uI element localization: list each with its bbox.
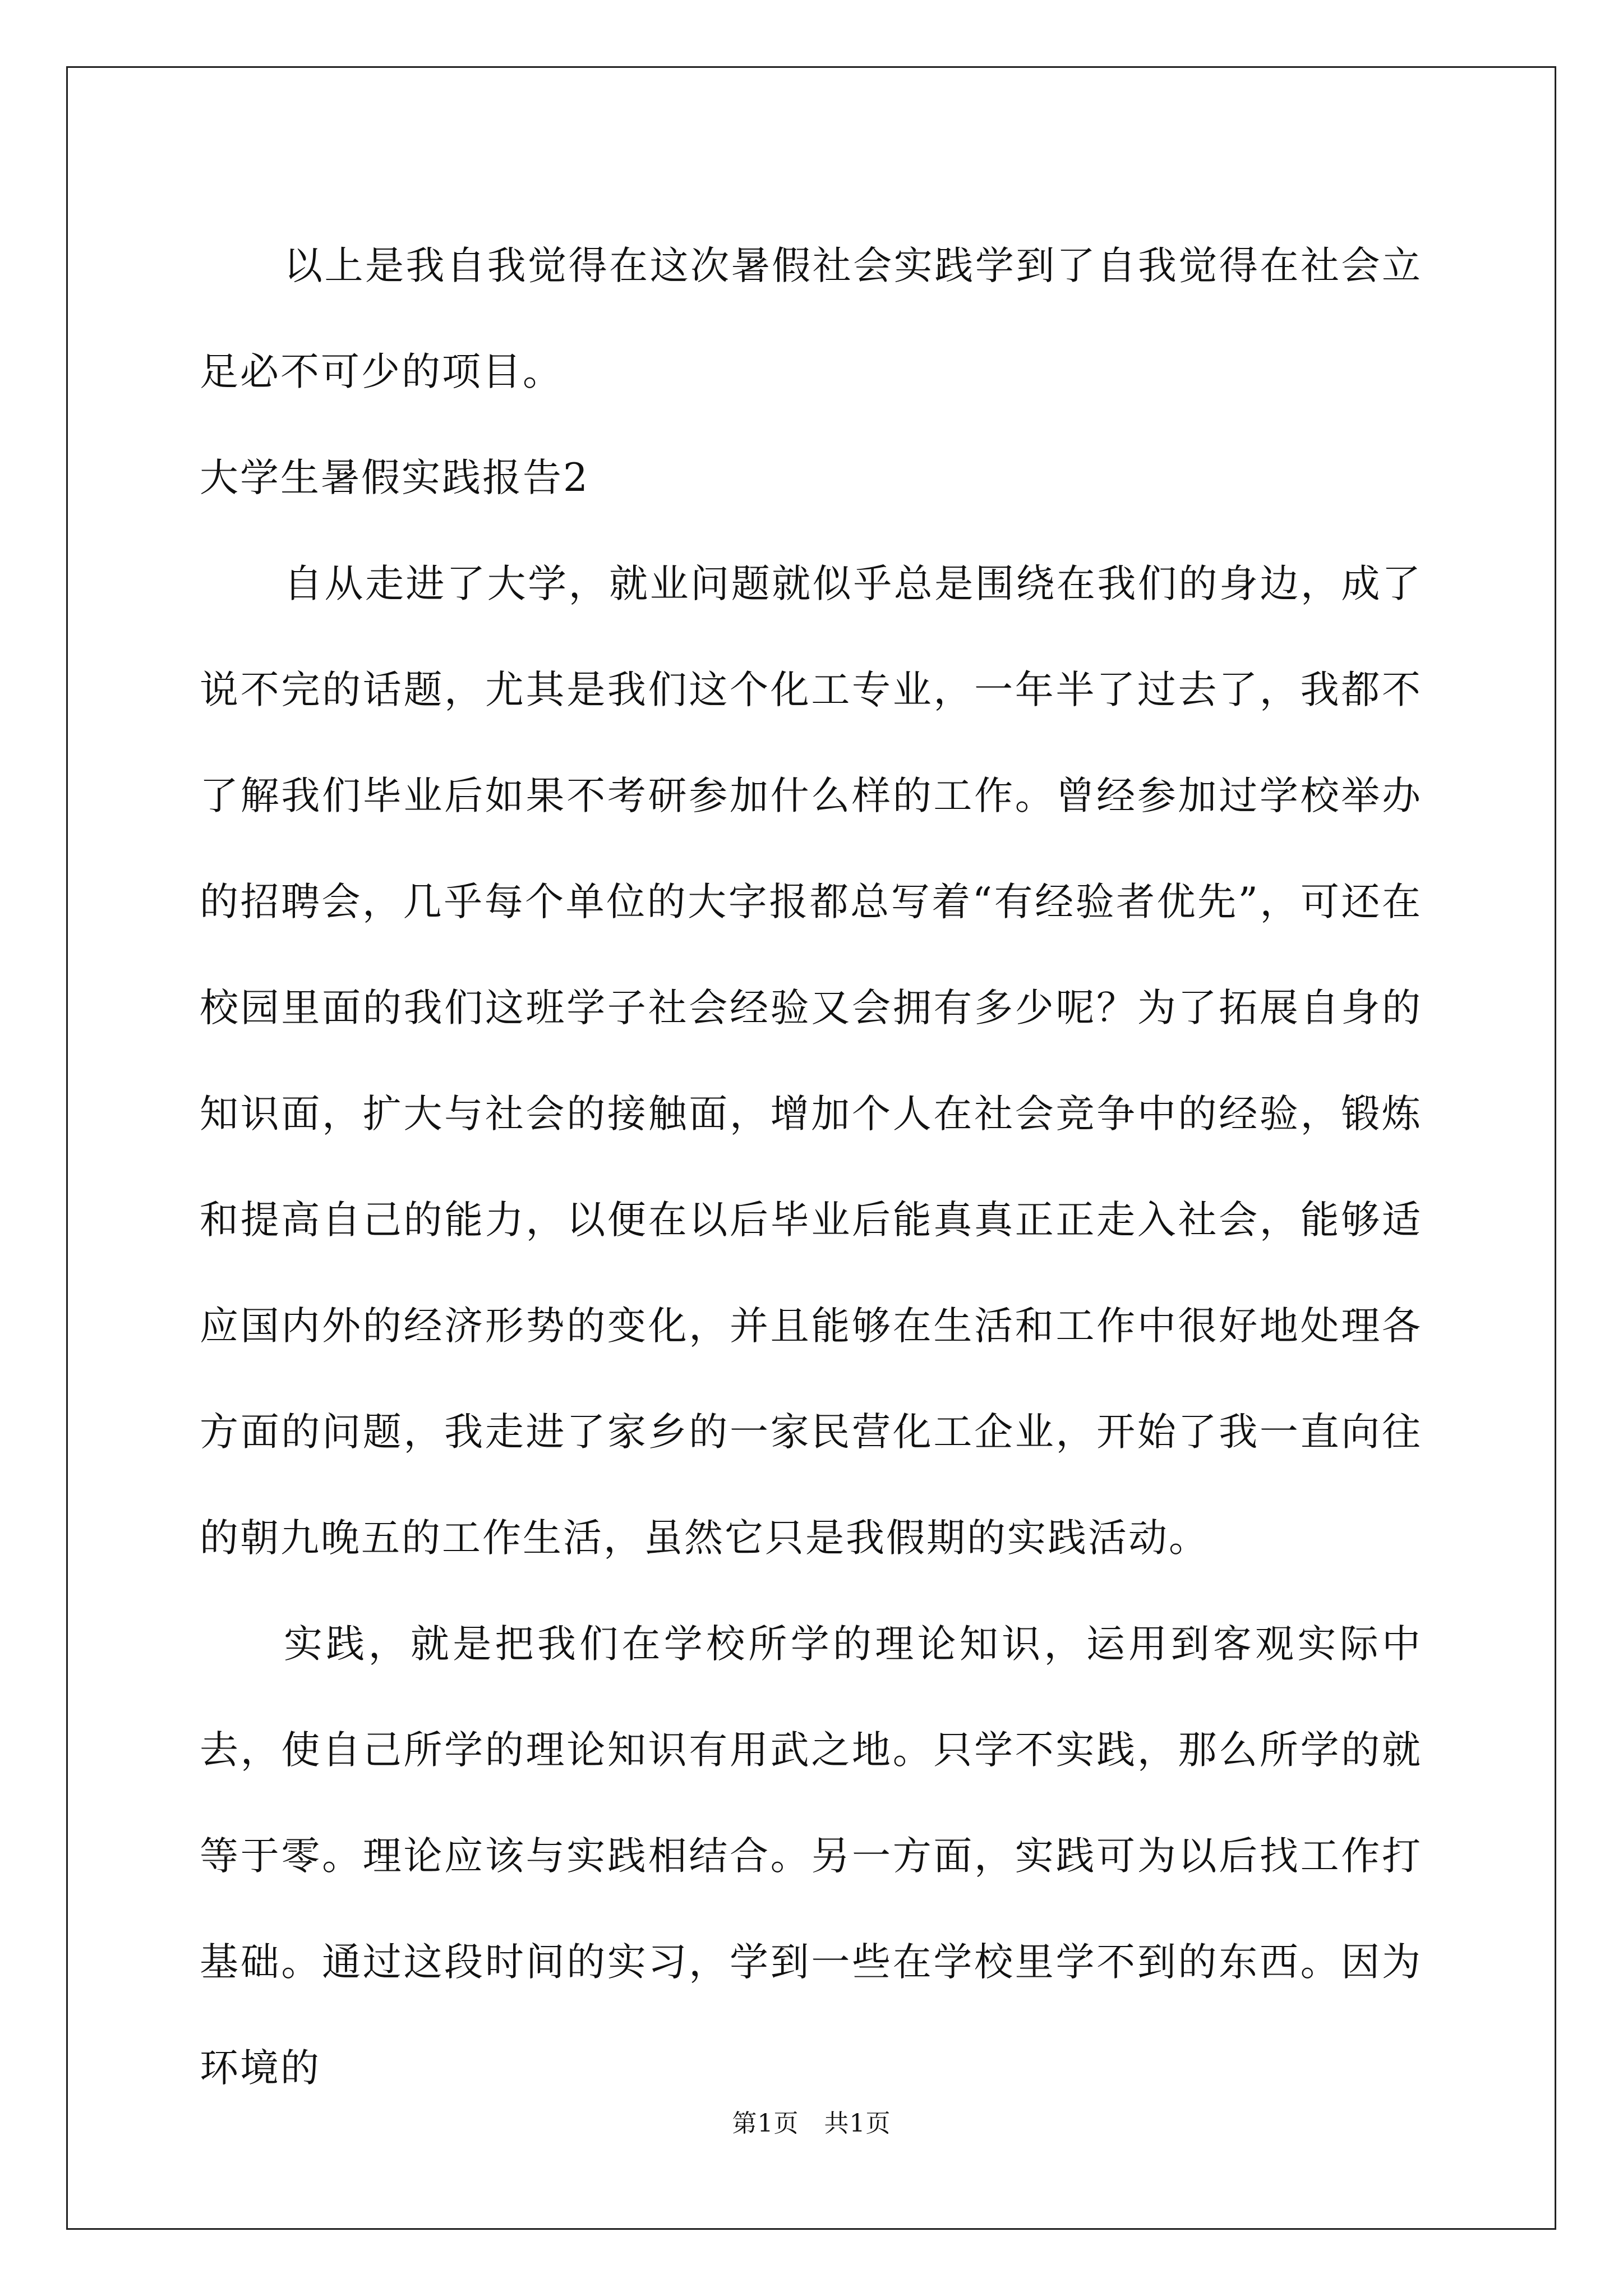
document-body <box>200 213 1422 2122</box>
footer-spacer <box>799 2109 824 2138</box>
paragraph-2: 自从走进了大学，就业问题就似乎总是围绕在我们的身边，成了说不完的话题，尤其是我们这个化工专业，一年半了过去了，我都不了解我们毕业后如果不考研参加什么样的工作。曾经参加过学校举办的招聘会，几乎每个单位的大字报都总写着“有经验者优先”，可还在校园里面的我们这班学子社会经验又会拥有多少呢？为了拓展自身的知识面，扩大与社会的接触面，增加个人在社会竞争中的经验，锻炼和提高自己的能力，以便在以后毕业后能真真正正走入社会，能够适应国内外的经济形势的变化，并且能够在生活和工作中很好地处理各方面的问题，我走进了家乡的一家民营化工企业，开始了我一直向往的朝九晚五的工作生活，虽然它只是我假期的实践活动。 <box>200 562 1422 1561</box>
section-heading: 大学生暑假实践报告2 <box>200 455 589 500</box>
page-number: 第1页 <box>732 2109 799 2138</box>
paragraph-3: 实践，就是把我们在学校所学的理论知识，运用到客观实际中去，使自己所学的理论知识有用武之地。只学不实践，那么所学的就等于零。理论应该与实践相结合。另一方面，实践可为以后找工作打基础。通过这段时间的实习，学到一些在学校里学不到的东西。因为环境的 <box>200 1622 1422 2091</box>
page-total: 共1页 <box>824 2109 891 2138</box>
page-footer <box>0 2107 1623 2141</box>
paragraph-1: 以上是我自我觉得在这次暑假社会实践学到了自我觉得在社会立足必不可少的项目。 <box>200 243 1422 394</box>
